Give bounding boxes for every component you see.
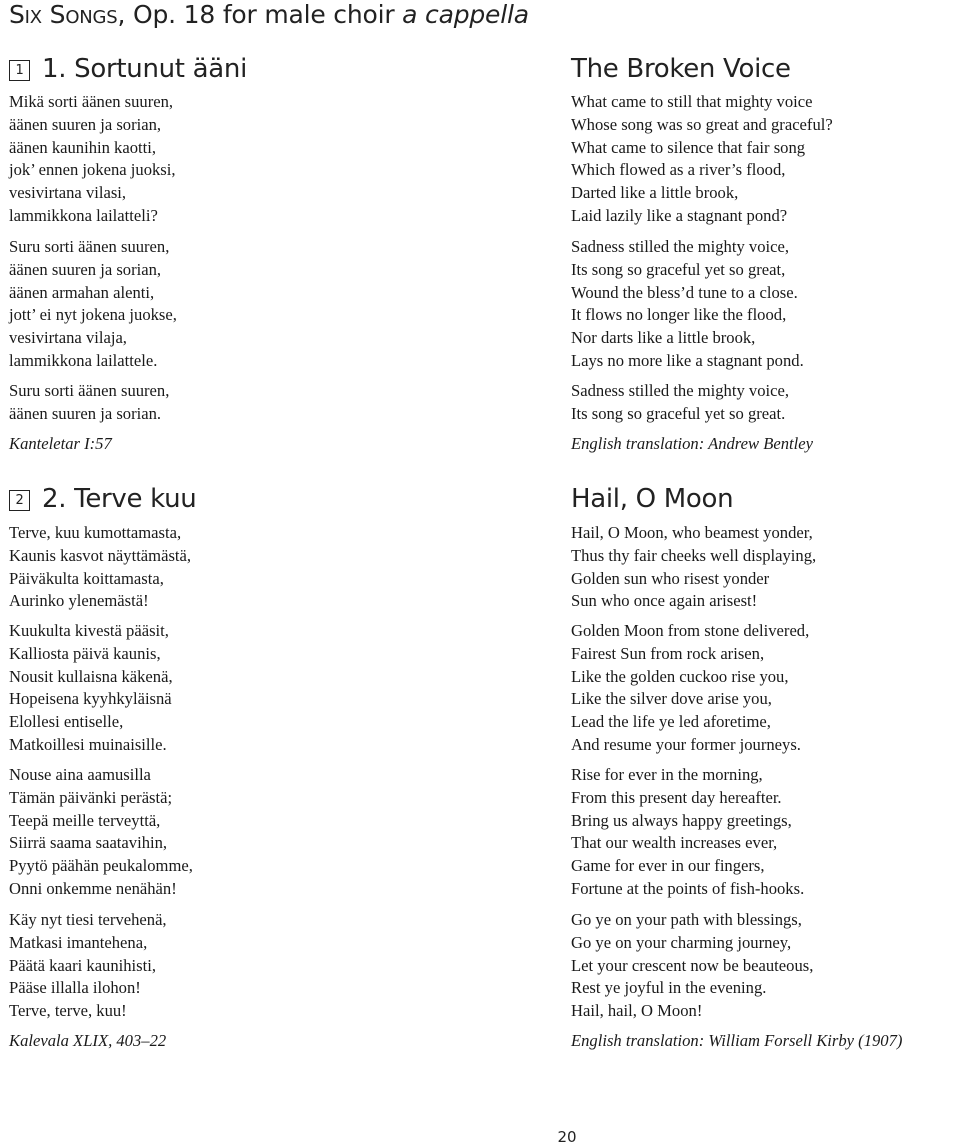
verse-line: Go ye on your path with blessings,: [571, 910, 802, 929]
verse-line: Let your crescent now be beauteous,: [571, 955, 814, 975]
verse-line: Sadness stilled the mighty voice,: [571, 381, 789, 400]
header-title: Six Songs,: [9, 0, 126, 29]
verse-line: äänen suuren ja sorian,: [9, 259, 162, 279]
song-2-en-stanza-2: [571, 620, 960, 757]
verse-line: Darted like a little brook,: [571, 183, 739, 203]
verse-line: vesivirtana vilaja,: [9, 328, 127, 348]
verse-line: Terve, kuu kumottamasta,: [9, 523, 182, 542]
song-1-finnish-title: [9, 54, 247, 84]
verse-line: That our wealth increases ever,: [571, 833, 778, 853]
verse-line: Aurinko ylenemästä!: [9, 591, 149, 611]
verse-line: Suru sorti äänen suuren,: [9, 381, 170, 400]
header-subtitle: Op. 18 for male choir: [133, 0, 395, 29]
song-1-finnish-source: Kanteletar I:57: [9, 434, 112, 453]
song-1-number-box: 1: [9, 60, 30, 81]
verse-line: Tämän päivänki perästä;: [9, 787, 173, 807]
verse-line: Nousit kullaisna käkenä,: [9, 666, 173, 686]
verse-line: jott’ ei nyt jokena juokse,: [9, 305, 177, 325]
song-1-fi-stanza-2: [9, 236, 549, 373]
song-1-en-stanza-3: [571, 380, 960, 426]
verse-line: Matkoillesi muinaisille.: [9, 734, 167, 754]
verse-line: äänen kaunihin kaotti,: [9, 137, 156, 157]
verse-line: Hail, hail, O Moon!: [571, 1001, 703, 1021]
verse-line: Wound the bless’d tune to a close.: [571, 282, 798, 302]
verse-line: Rise for ever in the morning,: [571, 765, 763, 784]
verse-line: Kalliosta päivä kaunis,: [9, 643, 161, 663]
verse-line: Its song so graceful yet so great.: [571, 403, 786, 423]
song-1-en-stanza-1: [571, 91, 960, 228]
verse-line: Sadness stilled the mighty voice,: [571, 237, 789, 256]
page-header: [9, 0, 529, 29]
verse-line: Lays no more like a stagnant pond.: [571, 350, 804, 370]
verse-line: Siirrä saama saatavihin,: [9, 833, 168, 853]
verse-line: Elollesi entiselle,: [9, 712, 124, 732]
verse-line: Game for ever in our fingers,: [571, 856, 765, 876]
verse-line: Onni onkemme nenähän!: [9, 878, 177, 898]
verse-line: lammikkona lailattele.: [9, 350, 158, 370]
verse-line: From this present day hereafter.: [571, 787, 782, 807]
song-2-en-stanza-3: [571, 764, 960, 901]
song-2-fi-stanza-3: [9, 764, 549, 901]
song-1-english-title: The Broken Voice: [571, 54, 791, 84]
verse-line: Pääse illalla ilohon!: [9, 978, 141, 998]
song-1-finnish-title-text: 1. Sortunut ääni: [42, 54, 248, 84]
verse-line: Hopeisena kyyhkyläisnä: [9, 689, 172, 709]
verse-line: Nor darts like a little brook,: [571, 328, 756, 348]
verse-line: Its song so graceful yet so great,: [571, 259, 786, 279]
verse-line: Fortune at the points of fish-hooks.: [571, 878, 805, 898]
verse-line: Päätä kaari kaunihisti,: [9, 955, 156, 975]
verse-line: It flows no longer like the flood,: [571, 305, 787, 325]
verse-line: Sun who once again arisest!: [571, 591, 758, 611]
verse-line: Terve, terve, kuu!: [9, 1001, 127, 1021]
verse-line: What came to silence that fair song: [571, 137, 806, 157]
verse-line: äänen suuren ja sorian,: [9, 114, 162, 134]
verse-line: Laid lazily like a stagnant pond?: [571, 205, 788, 225]
song-2-fi-stanza-4: [9, 909, 549, 1023]
song-2-finnish-source: Kalevala XLIX, 403–22: [9, 1031, 167, 1050]
page-number: 20: [557, 1128, 577, 1146]
song-2-fi-stanza-1: [9, 522, 549, 613]
header-italic: a cappella: [402, 0, 529, 29]
verse-line: Golden Moon from stone delivered,: [571, 621, 810, 640]
verse-line: Which flowed as a river’s flood,: [571, 160, 786, 180]
verse-line: Thus thy fair cheeks well displaying,: [571, 545, 817, 565]
verse-line: Like the silver dove arise you,: [571, 689, 772, 709]
verse-line: Fairest Sun from rock arisen,: [571, 643, 765, 663]
verse-line: jok’ ennen jokena juoksi,: [9, 160, 176, 180]
song-2-en-stanza-4: [571, 909, 960, 1023]
verse-line: Käy nyt tiesi tervehenä,: [9, 910, 167, 929]
verse-line: And resume your former journeys.: [571, 734, 801, 754]
verse-line: Päiväkulta koittamasta,: [9, 568, 164, 588]
song-2-en-stanza-1: [571, 522, 960, 613]
verse-line: Kuukulta kivestä pääsit,: [9, 621, 169, 640]
song-1-fi-stanza-3: [9, 380, 549, 426]
verse-line: Matkasi imantehena,: [9, 932, 148, 952]
verse-line: äänen suuren ja sorian.: [9, 403, 162, 423]
verse-line: Kaunis kasvot näyttämästä,: [9, 545, 192, 565]
song-2-number-box: 2: [9, 490, 30, 511]
song-1-fi-stanza-1: [9, 91, 549, 228]
song-2-english-title: Hail, O Moon: [571, 484, 734, 514]
verse-line: Like the golden cuckoo rise you,: [571, 666, 789, 686]
verse-line: Mikä sorti äänen suuren,: [9, 92, 174, 111]
verse-line: Suru sorti äänen suuren,: [9, 237, 170, 256]
verse-line: Whose song was so great and graceful?: [571, 114, 833, 134]
verse-line: What came to still that mighty voice: [571, 92, 813, 111]
verse-line: Teepä meille terveyttä,: [9, 810, 161, 830]
verse-line: Golden sun who risest yonder: [571, 568, 770, 588]
verse-line: Hail, O Moon, who beamest yonder,: [571, 523, 813, 542]
song-2-finnish-title-text: 2. Terve kuu: [42, 484, 197, 514]
verse-line: Lead the life ye led aforetime,: [571, 712, 771, 732]
verse-line: Nouse aina aamusilla: [9, 765, 151, 784]
verse-line: lammikkona lailatteli?: [9, 205, 158, 225]
song-1-translation-credit: English translation: Andrew Bentley: [571, 434, 813, 453]
song-2-finnish-title: [9, 484, 196, 514]
verse-line: äänen armahan alenti,: [9, 282, 155, 302]
verse-line: Bring us always happy greetings,: [571, 810, 792, 830]
verse-line: Pyytö päähän peukalomme,: [9, 856, 193, 876]
song-2-translation-credit: English translation: William Forsell Kirby (1907): [571, 1031, 903, 1050]
verse-line: vesivirtana vilasi,: [9, 183, 127, 203]
song-2-fi-stanza-2: [9, 620, 549, 757]
song-1-en-stanza-2: [571, 236, 960, 373]
verse-line: Go ye on your charming journey,: [571, 932, 792, 952]
verse-line: Rest ye joyful in the evening.: [571, 978, 767, 998]
